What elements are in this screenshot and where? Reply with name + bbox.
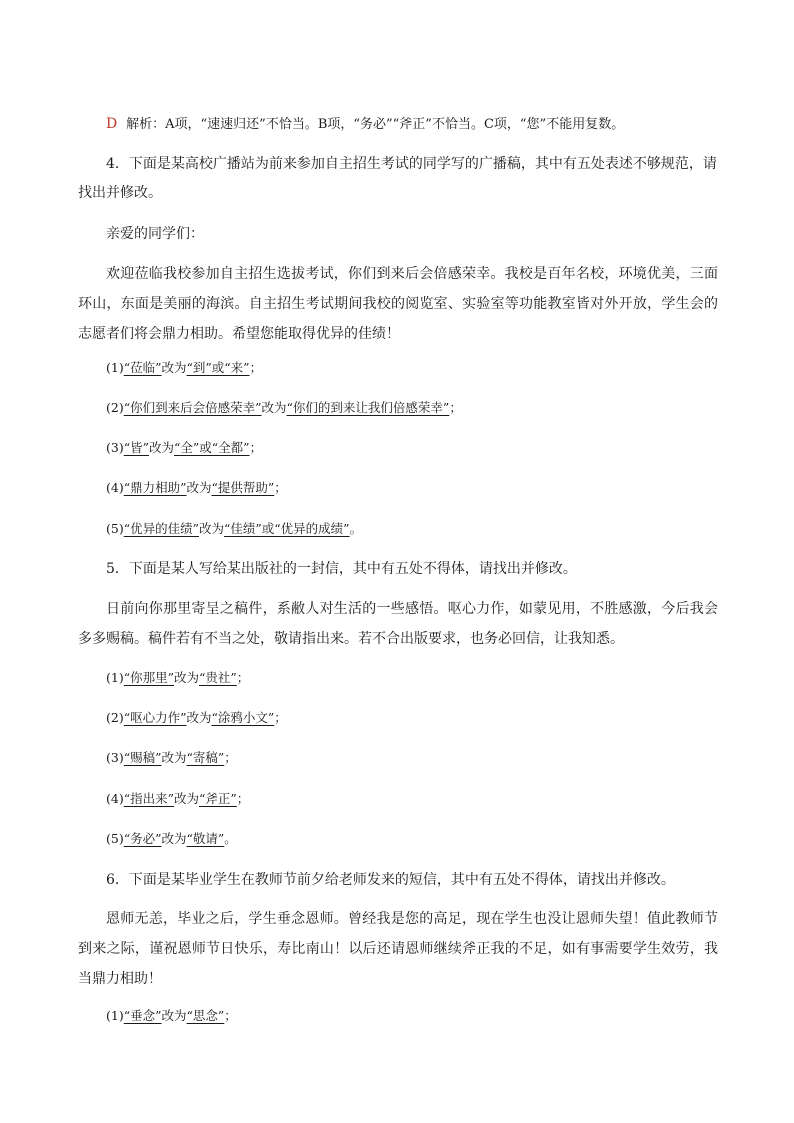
q4-item-1: (1)“莅临”改为“到”或“来”； <box>106 360 263 375</box>
q5-item-5: (5)“务必”改为“敬请”。 <box>106 831 237 846</box>
q4-item-3: (3)“皆”改为“全”或“全都”； <box>106 440 263 455</box>
q4-greeting: 亲爱的同学们： <box>106 226 204 242</box>
q6-body: 恩师无恙，毕业之后，学生垂念恩师。曾经我是您的高足，现在学生也没让恩师失望！值此教师节到来之际，谨祝恩师节日快乐，寿比南山！以后还请恩师继续斧正我的不足，如有事需要学生效劳，我当鼎力相助！ <box>78 911 718 987</box>
answer-explanation: 解析：A项，“速速归还”不恰当。B项，“务必”“斧正”不恰当。C项，“您”不能用复数。 <box>126 117 625 132</box>
q5-body: 日前向你那里寄呈之稿件，系敝人对生活的一些感悟。呕心力作，如蒙见用，不胜感激，今后我会多多赐稿。稿件若有不当之处，敬请指出来。若不合出版要求，也务必回信，让我知悉。 <box>78 601 718 647</box>
q5-title: 5．下面是某人写给某出版社的一封信，其中有五处不得体，请找出并修改。 <box>106 561 577 577</box>
q5-item-4: (4)“指出来”改为“斧正”； <box>106 791 250 806</box>
q5-item-3: (3)“赐稿”改为“寄稿”； <box>106 750 237 765</box>
answer-analysis <box>106 114 746 135</box>
q4-item-4: (4)“鼎力相助”改为“提供帮助”； <box>106 480 287 495</box>
q6-title: 6．下面是某毕业学生在教师节前夕给老师发来的短信，其中有五处不得体，请找出并修改。 <box>106 872 675 888</box>
q5-item-2: (2)“呕心力作”改为“涂鸦小文”； <box>106 710 287 725</box>
q4-item-2: (2)“你们到来后会倍感荣幸”改为“你们的到来让我们倍感荣幸”； <box>106 400 462 415</box>
q4-item-5: (5)“优异的佳绩”改为“佳绩”或“优异的成绩”。 <box>106 521 363 536</box>
q4-title-line2: 找出并修改。 <box>78 185 162 201</box>
q4-title-line1: 4．下面是某高校广播站为前来参加自主招生考试的同学写的广播稿，其中有五处表述不够规范，请 <box>106 156 717 172</box>
answer-letter: D <box>106 116 118 132</box>
q6-item-1: (1)“垂念”改为“思念”； <box>106 1008 237 1023</box>
q4-body: 欢迎莅临我校参加自主招生选拔考试，你们到来后会倍感荣幸。我校是百年名校，环境优美，三面环山，东面是美丽的海滨。自主招生考试期间我校的阅览室、实验室等功能教室皆对外开放，学生会的志愿者们将会鼎力相助。希望您能取得优异的佳绩！ <box>78 266 718 342</box>
q5-item-1: (1)“你那里”改为“贵社”； <box>106 670 250 685</box>
